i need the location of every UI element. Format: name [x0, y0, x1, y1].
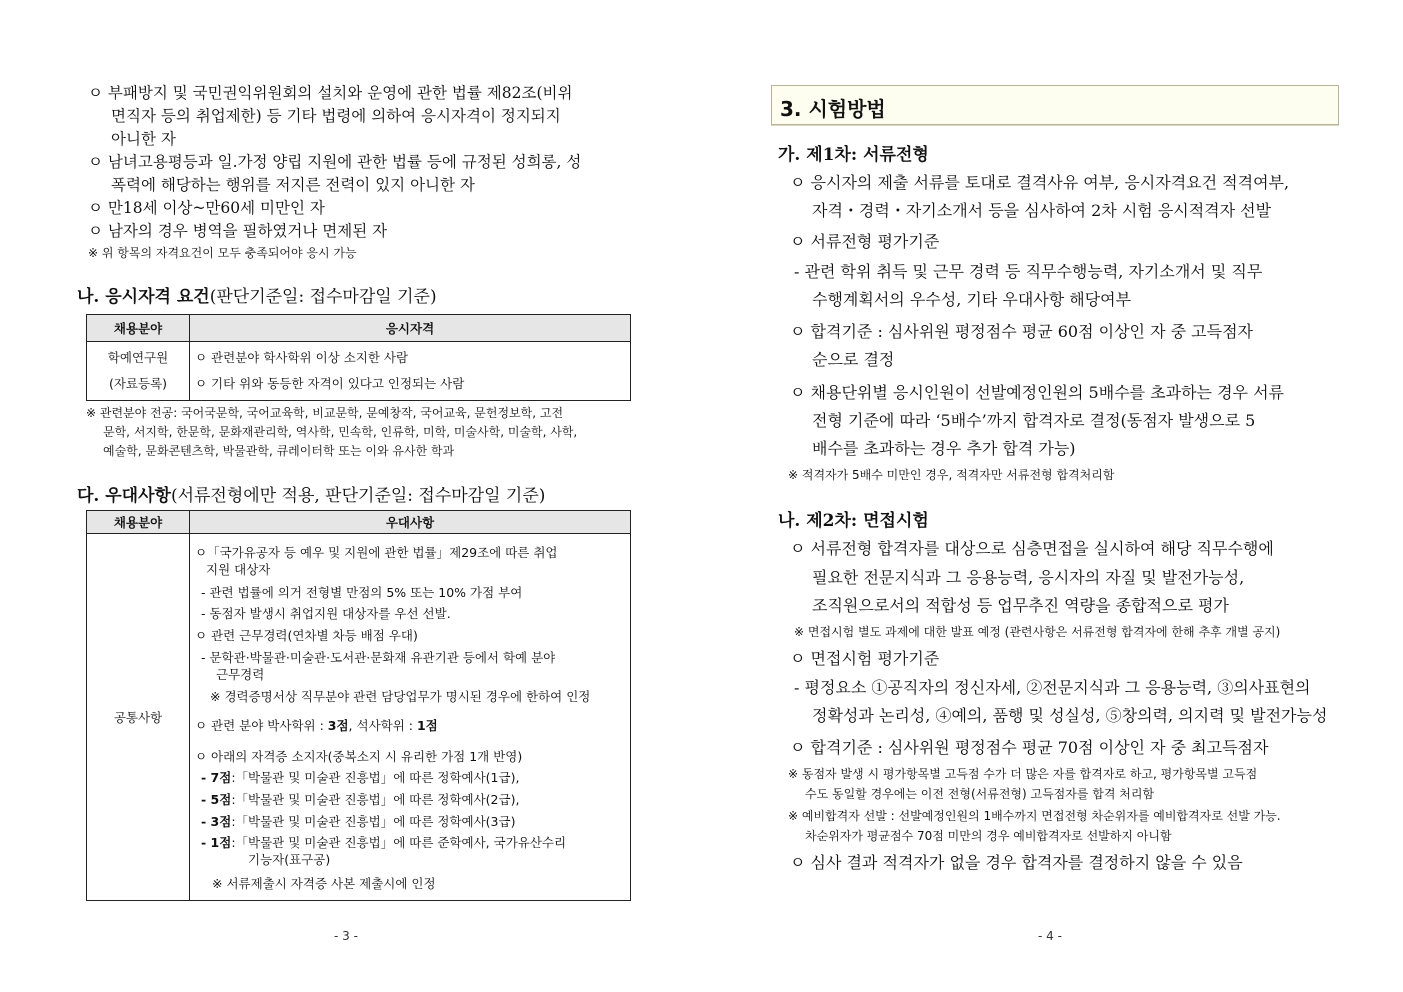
- pref-degree-masters-points: 1점: [416, 718, 438, 733]
- preference-table: [86, 510, 631, 901]
- ga-line-3: ㅇ 서류전형 평가기준: [790, 232, 940, 251]
- na-line-6: 정확성과 논리성, ④예의, 품행 및 성실성, ⑤창의력, 의지력 및 발전가능성: [812, 706, 1328, 725]
- note-all-requirements: ※ 위 항목의 자격요건이 모두 충족되어야 응시 가능: [88, 246, 357, 260]
- section-ga-heading: 가. 제1차: 서류전형: [778, 145, 929, 165]
- qualification-table: [86, 314, 631, 401]
- bullet-harassment-line1: ㅇ 남녀고용평등과 일.가정 양립 지원에 관한 법률 등에 규정된 성희롱, 성: [88, 153, 582, 171]
- qualification-row-2: ㅇ 기타 위와 동등한 자격이 있다고 인정되는 사람: [195, 376, 465, 391]
- pref-cert-1-points: - 1점: [201, 835, 232, 850]
- qualification-row-1: ㅇ 관련분야 학사학위 이상 소지한 사람: [195, 350, 409, 365]
- pref-tie-break: - 동점자 발생시 취업지원 대상자를 우선 선발.: [201, 606, 451, 621]
- pref-bonus-points: - 관련 법률에 의거 전형별 만점의 5% 또는 10% 가점 부여: [201, 585, 523, 600]
- pref-experience-note: ※ 경력증명서상 직무분야 관련 담당업무가 명시된 경우에 한하여 인정: [210, 689, 591, 704]
- page-number-3: - 3 -: [334, 929, 358, 943]
- pref-cert-7: [201, 768, 519, 786]
- page-3: [0, 0, 700, 992]
- qualification-field-line1: 학예연구원: [107, 350, 169, 365]
- qualification-header-qualification: 응시자격: [190, 315, 631, 342]
- pref-cert-3-text: :「박물관 및 미술관 진흥법」에 따른 정학예사(3급): [231, 814, 516, 829]
- bullet-military: ㅇ 남자의 경우 병역을 필하였거나 면제된 자: [88, 222, 388, 240]
- qualification-field-line2: (자료등록): [108, 376, 168, 391]
- pref-veterans-line1: ㅇ「국가유공자 등 예우 및 지원에 관한 법률」제29조에 따른 취업: [195, 545, 558, 560]
- na-line-1: ㅇ 서류전형 합격자를 대상으로 심층면접을 실시하여 해당 직무수행에: [790, 539, 1274, 558]
- na-note-presentation: ※ 면접시험 별도 과제에 대한 발표 예정 (관련사항은 서류전형 합격자에 한해 추후 개별 공지): [794, 625, 1281, 639]
- section-na-heading-rest: (판단기준일: 접수마감일 기준): [209, 287, 437, 307]
- pref-degree-text1: ㅇ 관련 분야 박사학위 :: [195, 718, 328, 733]
- section-3-title: 3. 시험방법: [780, 97, 886, 121]
- pref-cert-note: ※ 서류제출시 자격증 사본 제출시에 인정: [212, 876, 436, 891]
- ga-note: ※ 적격자가 5배수 미만인 경우, 적격자만 서류전형 합격처리함: [788, 468, 1115, 482]
- pref-certificate: ㅇ 아래의 자격증 소지자(중복소지 시 유리한 가점 1개 반영): [195, 749, 523, 764]
- ga-line-2: 자격・경력・자기소개서 등을 심사하여 2차 시험 응시적격자 선발: [812, 201, 1272, 220]
- pref-degree-text2: , 석사학위 :: [348, 718, 417, 733]
- pref-veterans-line2: 지원 대상자: [206, 562, 271, 577]
- ga-line-10: 배수를 초과하는 경우 추가 합격 가능): [812, 439, 1076, 458]
- section-da-heading-rest: (서류전형에만 적용, 판단기준일: 접수마감일 기준): [170, 486, 546, 506]
- ga-line-8: ㅇ 채용단위별 응시인원이 선발예정인원의 5배수를 초과하는 경우 서류: [790, 383, 1285, 402]
- qualification-content-cell: [190, 342, 631, 401]
- bullet-age: ㅇ 만18세 이상~만60세 미만인 자: [88, 199, 325, 217]
- ga-line-6: ㅇ 합격기준 : 심사위원 평정점수 평균 60점 이상인 자 중 고득점자: [790, 322, 1254, 341]
- pref-cert-7-text: :「박물관 및 미술관 진흥법」에 따른 정학예사(1급),: [231, 770, 520, 785]
- pref-institution-line1: - 문학관·박물관·미술관·도서관·문화재 유관기관 등에서 학예 분야: [201, 650, 556, 665]
- pref-cert-5: [201, 790, 519, 808]
- na-note-reserve-1: ※ 예비합격자 선발 : 선발예정인원의 1배수까지 면접전형 차순위자를 예비합격자로 선발 가능.: [788, 809, 1281, 823]
- ga-line-4: - 관련 학위 취득 및 근무 경력 등 직무수행능력, 자기소개서 및 직무: [794, 262, 1263, 281]
- note-related-majors-line1: ※ 관련분야 전공: 국어국문학, 국어교육학, 비교문학, 문예창작, 국어교육, 문헌정보학, 고전: [86, 406, 564, 420]
- ga-line-7: 순으로 결정: [812, 350, 895, 369]
- section-da-heading: [77, 481, 545, 506]
- bullet-anti-corruption-line3: 아니한 자: [111, 130, 176, 148]
- na-line-2: 필요한 전문지식과 그 응용능력, 응시자의 자질 및 발전가능성,: [812, 568, 1245, 587]
- page-number-4: - 4 -: [1038, 929, 1062, 943]
- bullet-harassment-line2: 폭력에 해당하는 행위를 저지른 전력이 있지 아니한 자: [111, 176, 475, 194]
- na-line-7: ㅇ 합격기준 : 심사위원 평정점수 평균 70점 이상인 자 중 최고득점자: [790, 738, 1269, 757]
- section-na2-heading: 나. 제2차: 면접시험: [778, 511, 929, 531]
- section-na-heading: [77, 282, 437, 307]
- preference-field-cell: 공통사항: [87, 534, 190, 901]
- pref-cert-3-points: - 3점: [201, 814, 232, 829]
- na-note-tie-2: 수도 동일할 경우에는 이전 전형(서류전형) 고득점자를 합격 처리함: [805, 787, 1155, 801]
- ga-line-9: 전형 기준에 따라 ‘5배수’까지 합격자로 결정(동점자 발생으로 5: [812, 411, 1256, 430]
- ga-line-5: 수행계획서의 우수성, 기타 우대사항 해당여부: [812, 290, 1132, 309]
- na-line-5: - 평정요소 ①공직자의 정신자세, ②전문지식과 그 응용능력, ③의사표현의: [794, 678, 1311, 697]
- qualification-header-field: 채용분야: [87, 315, 190, 342]
- pref-cert-1: [201, 833, 566, 851]
- pref-cert-3: [201, 812, 515, 830]
- pref-cert-5-text: :「박물관 및 미술관 진흥법」에 따른 정학예사(2급),: [231, 792, 520, 807]
- pref-work-experience: ㅇ 관련 근무경력(연차별 차등 배점 우대): [195, 628, 418, 643]
- na-line-3: 조직원으로서의 적합성 등 업무추진 역량을 종합적으로 평가: [812, 596, 1229, 615]
- note-related-majors-line3: 예술학, 문화콘텐츠학, 박물관학, 큐레이터학 또는 이와 유사한 학과: [103, 444, 455, 458]
- na-line-4: ㅇ 면접시험 평가기준: [790, 649, 940, 668]
- bullet-anti-corruption-line2: 면직자 등의 취업제한) 등 기타 법령에 의하여 응시자격이 정지되지: [111, 107, 561, 125]
- bullet-anti-corruption-line1: ㅇ 부패방지 및 국민권익위원회의 설치와 운영에 관한 법률 제82조(비위: [88, 84, 573, 102]
- na-last-line: ㅇ 심사 결과 적격자가 없을 경우 합격자를 결정하지 않을 수 있음: [790, 853, 1243, 872]
- pref-cert-1-line2: 기능자(표구공): [248, 852, 331, 867]
- pref-degree: [195, 716, 438, 734]
- section-na-heading-bold: 나. 응시자격 요건: [77, 287, 210, 307]
- section-3-title-box: [771, 85, 1339, 125]
- preference-header-field: 채용분야: [87, 511, 190, 534]
- ga-line-1: ㅇ 응시자의 제출 서류를 토대로 결격사유 여부, 응시자격요건 적격여부,: [790, 173, 1290, 192]
- na-note-reserve-2: 차순위자가 평균점수 70점 미만의 경우 예비합격자로 선발하지 아니함: [805, 829, 1172, 843]
- pref-cert-1-text: :「박물관 및 미술관 진흥법」에 따른 준학예사, 국가유산수리: [231, 835, 567, 850]
- note-related-majors-line2: 문학, 서지학, 한문학, 문화재관리학, 역사학, 민속학, 인류학, 미학, 미술사학, 미술학, 사학,: [103, 425, 578, 439]
- na-note-tie-1: ※ 동점자 발생 시 평가항목별 고득점 수가 더 많은 자를 합격자로 하고, 평가항목별 고득점: [788, 767, 1258, 781]
- pref-degree-phd-points: 3점: [327, 718, 349, 733]
- page-4: [702, 0, 1403, 992]
- pref-cert-5-points: - 5점: [201, 792, 232, 807]
- qualification-field-cell: [87, 342, 190, 401]
- section-da-heading-bold: 다. 우대사항: [77, 486, 171, 506]
- preference-content-cell: [190, 534, 631, 901]
- preference-header-preference: 우대사항: [190, 511, 631, 534]
- pref-institution-line2: 근무경력: [216, 667, 265, 682]
- pref-cert-7-points: - 7점: [201, 770, 232, 785]
